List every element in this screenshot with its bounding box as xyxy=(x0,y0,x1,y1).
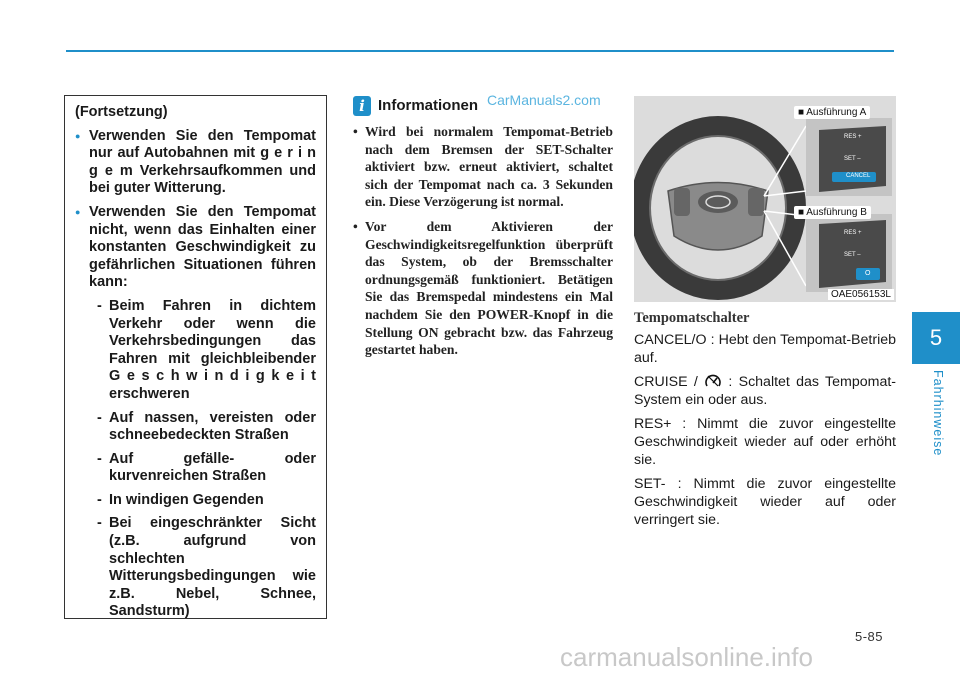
definition-term: CRUISE / xyxy=(634,374,705,390)
warning-bullet: ● Verwenden Sie den Tempomat nur auf Autobahnen mit g e r i n g e m Verkehrsaufkommen und bei guter Witterung. xyxy=(75,128,316,198)
steering-wheel-icon xyxy=(634,96,896,302)
header-rule xyxy=(66,50,894,52)
variant-b-label: ■ Ausführung B xyxy=(794,206,871,219)
definition-text: Schaltet das Tempomat-System ein oder aus. xyxy=(634,374,896,408)
info-list xyxy=(351,123,613,366)
res-label-a: RES + xyxy=(844,134,862,140)
info-item: • Vor dem Aktivieren der Geschwindigkeitsregelfunktion überprüft das System, ob der Bremsschalter ordnungsgemäß funktioniert. Betätigen Sie das Bremspedal mindestens ein Mal nachdem Sie den POWER-Knopf in die Stellung ON gebracht bzw. das Fahrzeug gestartet haben. xyxy=(351,218,613,359)
definition-text: Nimmt die zuvor eingestellte Geschwindigkeit wieder auf oder verringert sie. xyxy=(634,476,897,528)
definition-row: SET- : Nimmt die zuvor eingestellte Geschwindigkeit wieder auf oder verringert sie. xyxy=(634,476,897,528)
page-number: 5-85 xyxy=(855,629,884,644)
steering-wheel-illustration xyxy=(634,96,896,302)
definition-text: Hebt den Tempomat-Betrieb auf. xyxy=(634,332,896,366)
warning-box xyxy=(64,95,327,619)
warning-bullet: ● Verwenden Sie den Tempomat nicht, wenn das Einhalten einer konstanten Geschwindigkeit zu gefährlichen Situationen führen kann: xyxy=(75,204,316,292)
warning-sub-item: - Auf nassen, vereisten oder schneebedeckten Straßen xyxy=(97,409,316,444)
chapter-label: Fahrhinweise xyxy=(931,370,945,457)
chapter-tab[interactable]: 5 xyxy=(912,312,960,364)
definition-row: CANCEL/O : Hebt den Tempomat-Betrieb auf. xyxy=(634,332,896,366)
footer-watermark[interactable]: carmanualsonline.info xyxy=(560,642,813,672)
definition-term: CANCEL/O xyxy=(634,332,707,348)
info-icon: i xyxy=(353,96,371,116)
switch-definitions xyxy=(634,331,896,535)
set-label-a: SET – xyxy=(844,156,861,162)
definition-row: RES+ : Nimmt die zuvor eingestellte Geschwindigkeit wieder auf oder erhöht sie. xyxy=(634,416,897,468)
warning-sub-item: - Beim Fahren in dichtem Verkehr oder wenn die Verkehrsbedingungen das Fahren mit gleichbleibender G e s c h w i n d i g k e i t erschweren xyxy=(97,297,316,402)
definition-term: RES+ xyxy=(634,416,672,432)
info-title: Informationen xyxy=(378,97,478,114)
warning-sub-item: - In windigen Gegenden xyxy=(97,491,264,508)
info-item: • Wird bei normalem Tempomat-Betrieb nach dem Bremsen der SET-Schalter aktiviert bzw. erneut aktiviert, schaltet sich der Tempomat nach ca. 3 Sekunden ein. Diese Verzögerung ist normal. xyxy=(351,123,613,211)
res-label-b: RES + xyxy=(844,230,862,236)
definition-term: SET- xyxy=(634,476,666,492)
figure-code: OAE056153L xyxy=(828,289,894,300)
cruise-icon xyxy=(704,374,722,388)
definition-row: CRUISE / : Schaltet das Tempomat-System ein oder aus. xyxy=(634,374,896,408)
set-label-b: SET – xyxy=(844,252,861,258)
warning-sub-item: - Auf gefälle- oder kurvenreichen Straßen xyxy=(97,450,316,485)
warning-sub-item: - Bei eingeschränkter Sicht (z.B. aufgrund von schlechten Witterungsbedingungen wie z.B. Nebel, Schnee, Sandsturm) xyxy=(97,515,316,620)
warning-head: (Fortsetzung) xyxy=(75,104,168,120)
site-watermark[interactable]: CarManuals2.com xyxy=(487,92,601,108)
cancel-label-a: CANCEL xyxy=(846,173,871,179)
definition-text: Nimmt die zuvor eingestellte Geschwindigkeit wieder auf oder erhöht sie. xyxy=(634,416,897,468)
o-label-b: O xyxy=(865,270,871,277)
variant-a-label: ■ Ausführung A xyxy=(794,106,870,119)
section-title: Tempomatschalter xyxy=(634,310,750,326)
